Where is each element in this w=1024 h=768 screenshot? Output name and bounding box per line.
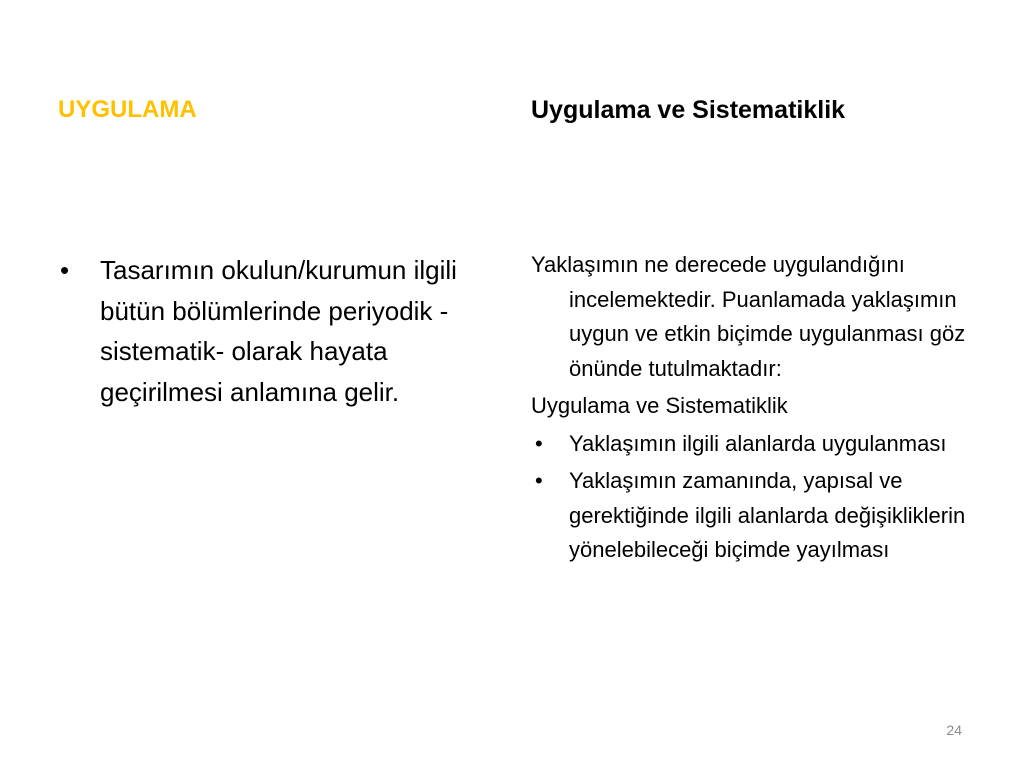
right-column-heading: Uygulama ve Sistematiklik bbox=[531, 96, 846, 124]
right-bullet-item bbox=[531, 427, 976, 462]
right-bullet-item bbox=[531, 464, 976, 568]
left-bullet-item bbox=[58, 250, 508, 412]
bullet-icon: • bbox=[535, 468, 543, 493]
left-bullet-text: Tasarımın okulun/kurumun ilgili bütün bölümlerinde periyodik -sistematik- olarak hayata geçirilmesi anlamına gelir. bbox=[100, 255, 457, 407]
bullet-icon: • bbox=[60, 255, 70, 285]
right-subheading: Uygulama ve Sistematiklik bbox=[531, 393, 788, 418]
left-column-heading: UYGULAMA bbox=[58, 96, 197, 123]
bullet-icon: • bbox=[535, 430, 543, 456]
right-bullet-text: Yaklaşımın zamanında, yapısal ve gerektiğinde ilgili alanlarda değişikliklerin yönelebileceği biçimde yayılması bbox=[569, 468, 966, 562]
page-number: 24 bbox=[946, 722, 962, 738]
left-column-body bbox=[58, 250, 508, 412]
right-column-body bbox=[531, 248, 976, 571]
right-intro-paragraph: Yaklaşımın ne derecede uygulandığını incelemektedir. Puanlamada yaklaşımın uygun ve etkin biçimde uygulanması göz önünde tutulmaktadır: bbox=[531, 252, 966, 381]
right-bullet-text: Yaklaşımın ilgili alanlarda uygulanması bbox=[569, 430, 947, 456]
